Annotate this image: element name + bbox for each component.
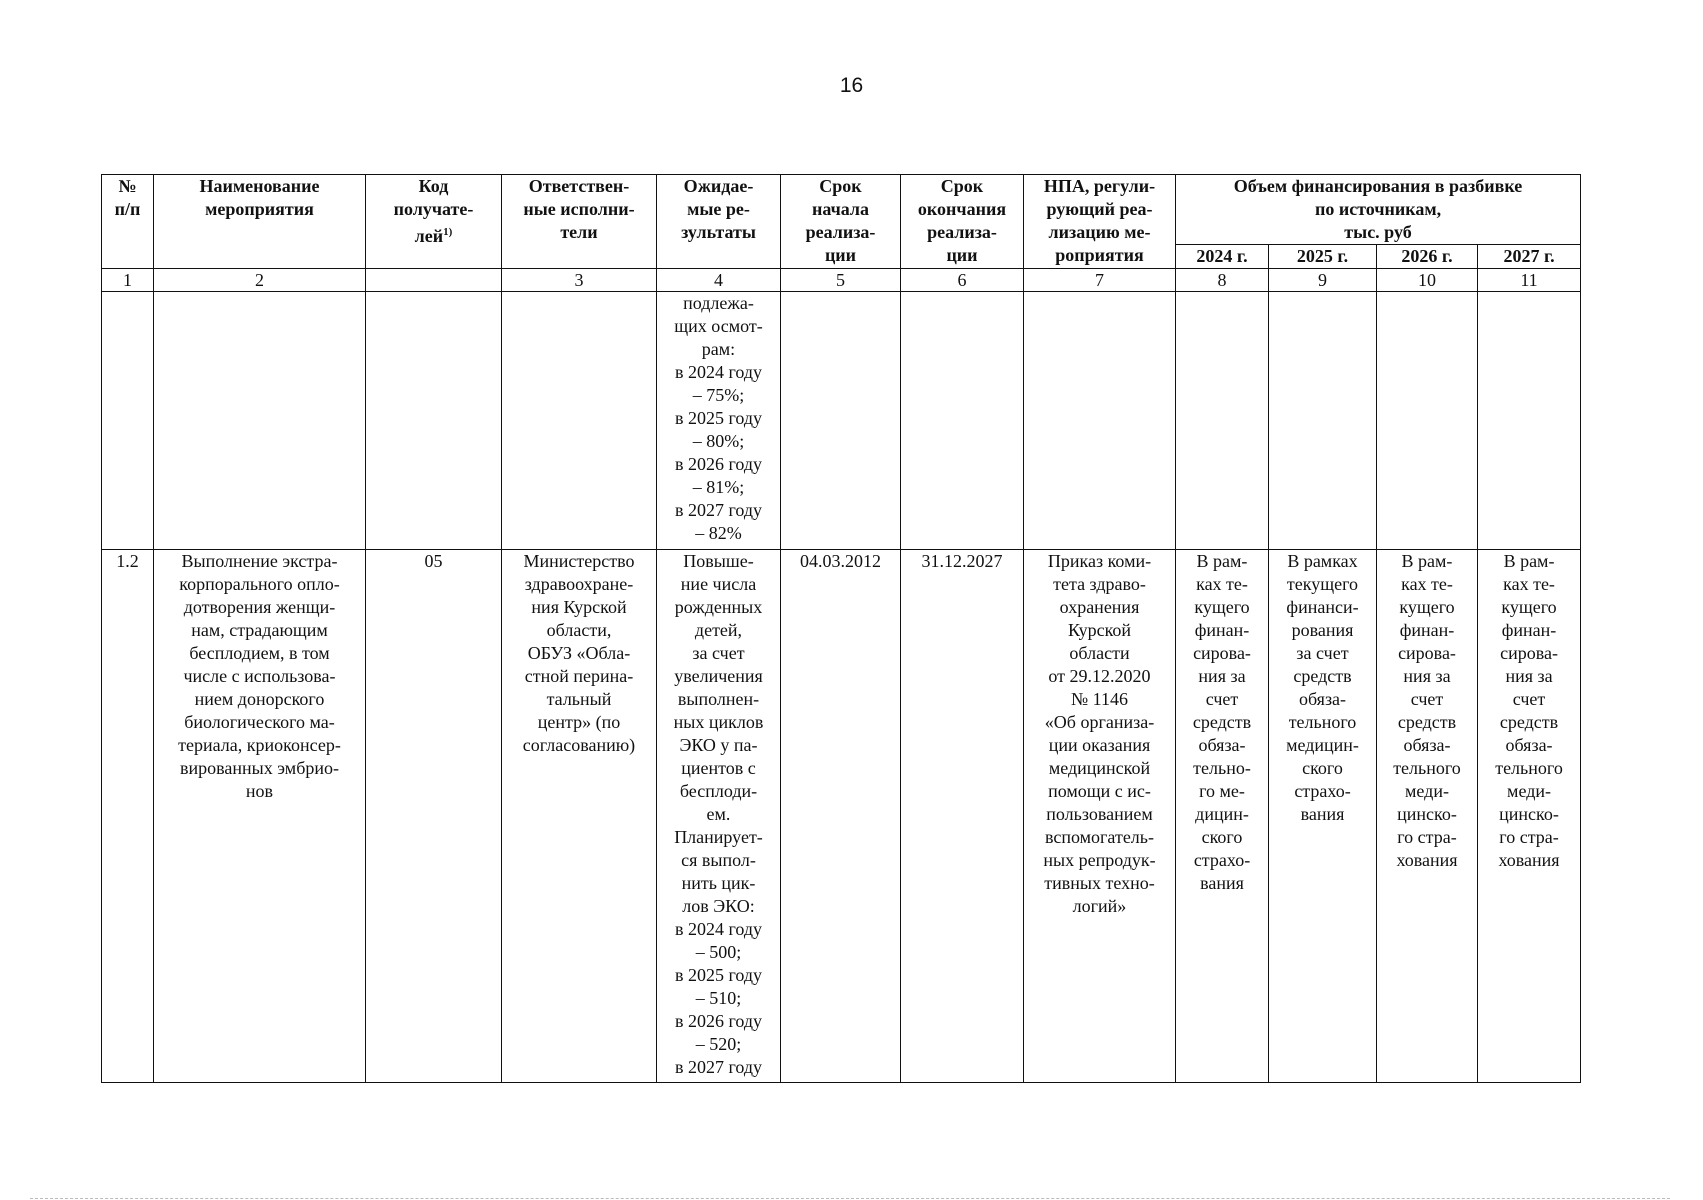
column-number: 6 bbox=[901, 269, 1024, 292]
row-financing-2024: В рам- ках те- кущего финан- сирова- ния за счет средств обяза- тельно- го ме- дицин- ского страхо- вания bbox=[1176, 550, 1269, 1083]
header-number: № п/п bbox=[102, 175, 154, 269]
row-responsible: Министерство здравоохране- ния Курской области, ОБУЗ «Обла- стной перина- тальный центр» (по согласованию) bbox=[502, 550, 657, 1083]
row-activity-name bbox=[154, 292, 366, 550]
column-number: 3 bbox=[502, 269, 657, 292]
row-financing-2027 bbox=[1478, 292, 1581, 550]
header-year-2027: 2027 г. bbox=[1478, 245, 1581, 269]
row-number bbox=[102, 292, 154, 550]
column-number: 1 bbox=[102, 269, 154, 292]
table-row bbox=[102, 550, 1581, 1083]
header-year-2026: 2026 г. bbox=[1377, 245, 1478, 269]
page-number: 16 bbox=[839, 74, 864, 97]
column-number: 11 bbox=[1478, 269, 1581, 292]
header-recipient-code-text: Код получате- лей bbox=[393, 176, 474, 246]
activities-table bbox=[101, 174, 1581, 1083]
column-number: 5 bbox=[781, 269, 901, 292]
footnote-mark: 1) bbox=[443, 226, 453, 238]
column-number: 10 bbox=[1377, 269, 1478, 292]
row-recipient-code: 05 bbox=[366, 550, 502, 1083]
row-activity-name: Выполнение экстра- корпорального опло- дотворения женщи- нам, страдающим бесплодием, в том числе с использова- нием донорского биологического ма- териала, криоконсер- вированных эмбрио- нов bbox=[154, 550, 366, 1083]
column-numbers-row bbox=[102, 269, 1581, 292]
header-end-date: Срок окончания реализа- ции bbox=[901, 175, 1024, 269]
row-financing-2026 bbox=[1377, 292, 1478, 550]
table-row bbox=[102, 292, 1581, 550]
row-financing-2027: В рам- ках те- кущего финан- сирова- ния за счет средств обяза- тельного меди- цинско- го стра- хования bbox=[1478, 550, 1581, 1083]
row-start-date: 04.03.2012 bbox=[781, 550, 901, 1083]
header-start-date: Срок начала реализа- ции bbox=[781, 175, 901, 269]
column-number: 9 bbox=[1269, 269, 1377, 292]
header-recipient-code bbox=[366, 175, 502, 269]
row-financing-2025 bbox=[1269, 292, 1377, 550]
column-number: 8 bbox=[1176, 269, 1269, 292]
row-financing-2025: В рамках текущего финанси- рования за счет средств обяза- тельного медицин- ского страхо- вания bbox=[1269, 550, 1377, 1083]
header-row bbox=[102, 175, 1581, 245]
row-financing-2024 bbox=[1176, 292, 1269, 550]
row-npa: Приказ коми- тета здраво- охранения Курской области от 29.12.2020 № 1146 «Об организа- ции оказания медицинской помощи с ис- пользованием вспомогатель- ных репродук- тивных техно- логий» bbox=[1024, 550, 1176, 1083]
row-financing-2026: В рам- ках те- кущего финан- сирова- ния за счет средств обяза- тельного меди- цинско- го стра- хования bbox=[1377, 550, 1478, 1083]
row-responsible bbox=[502, 292, 657, 550]
column-number: 2 bbox=[154, 269, 366, 292]
column-number: 4 bbox=[657, 269, 781, 292]
column-number bbox=[366, 269, 502, 292]
header-npa: НПА, регули- рующий реа- лизацию ме- роприятия bbox=[1024, 175, 1176, 269]
column-number: 7 bbox=[1024, 269, 1176, 292]
row-start-date bbox=[781, 292, 901, 550]
header-financing: Объем финансирования в разбивке по источникам, тыс. руб bbox=[1176, 175, 1581, 245]
row-recipient-code bbox=[366, 292, 502, 550]
header-activity-name: Наименование мероприятия bbox=[154, 175, 366, 269]
row-expected-results: подлежа- щих осмот- рам: в 2024 году – 75%; в 2025 году – 80%; в 2026 году – 81%; в 2027 году – 82% bbox=[657, 292, 781, 550]
row-end-date bbox=[901, 292, 1024, 550]
row-end-date: 31.12.2027 bbox=[901, 550, 1024, 1083]
row-expected-results: Повыше- ние числа рожденных детей, за счет увеличения выполнен- ных циклов ЭКО у па- циентов с бесплоди- ем. Планирует- ся выпол- нить цик- лов ЭКО: в 2024 году – 500; в 2025 году – 510; в 2026 году – 520; в 2027 году bbox=[657, 550, 781, 1083]
header-year-2024: 2024 г. bbox=[1176, 245, 1269, 269]
header-responsible: Ответствен- ные исполни- тели bbox=[502, 175, 657, 269]
row-number: 1.2 bbox=[102, 550, 154, 1083]
row-npa bbox=[1024, 292, 1176, 550]
header-expected-results: Ожидае- мые ре- зультаты bbox=[657, 175, 781, 269]
header-year-2025: 2025 г. bbox=[1269, 245, 1377, 269]
